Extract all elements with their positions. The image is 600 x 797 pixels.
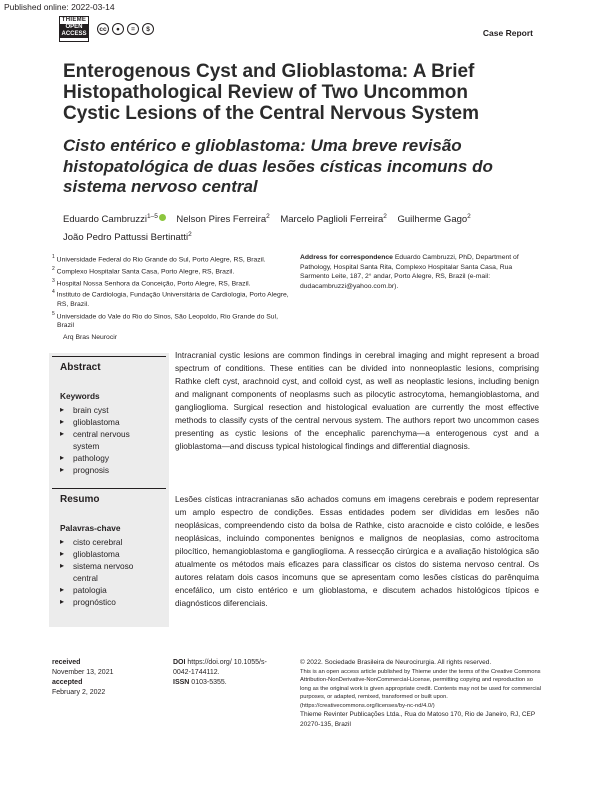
article-type: Case Report [482,28,533,38]
affiliation-item [52,277,292,289]
affiliation-number: 5 [52,310,55,317]
keyword-item: ▸ prognóstico [60,596,143,608]
correspondence-text[interactable]: Eduardo Cambruzzi, PhD, Department of Pathology, Hospital Santa Rita, Complexo Hospitalar Santa Casa, Rua Sarmento Leite, 187, 2° andar, Porto Alegre, RS, Brazil (e-mail: dudacambruzzi@yahoo.com.br). [300,254,519,290]
author-name: Marcelo Paglioli Ferreira [280,214,384,226]
keyword-item: ▸ central nervous system [60,428,143,452]
divider [52,356,166,357]
accepted-label: accepted [52,679,83,686]
keywords-heading: Keywords [60,391,100,401]
author-sup: 1–5 [146,213,158,220]
doi-link[interactable]: https://doi.org/ 10.1055/s-0042-1744112. [173,659,267,676]
keyword-item: ▸ pathology [60,452,143,464]
author-name: Eduardo Cambruzzi [63,214,147,226]
dates-block [52,658,162,698]
keyword-item: ▸ patologia [60,584,143,596]
resumo-heading: Resumo [60,494,100,505]
keyword-item: ▸ prognosis [60,464,143,476]
keyword-item: ▸ brain cyst [60,404,143,416]
palavras-chave-heading: Palavras-chave [60,523,121,533]
cc-icon: cc [97,23,109,35]
resumo-text: Lesões císticas intracranianas são achados comuns em imagens cerebrais e podem representar um amplo espectro de condições. Essas entidades podem ser divididas em lesões não neoplásicas, compreendendo cisto da bolsa de Rathke, cisto aracnoide e cisto colóide, e lesões neoplásicas, incluindo componentes benignos e malignos de neoplasias, como astrocitoma pilocítico, hemangioblastoma e ganglioglioma. A ressecção cirúrgica e a avaliação histológica são atualmente os métodos mais eficazes para classificar os cistos do sistema nervoso central. Os autores relatam dois casos incomuns que se apresentam como lesões císticas do parênquima encefálico, um cisto entérico e um glioblastoma, e discutem achados histológicos típicos e diagnósticos diferenciais. [175,494,539,608]
doi-label: DOI [173,659,186,666]
abstract-text: Intracranial cystic lesions are common findings in cerebral imaging and might represent a broad spectrum of conditions. These entities can be divided into nonneoplastic lesions, comprising Rathke cleft cyst, arachnoid cyst, and colloid cyst, as well as neoplastic lesions, including benign and malignant components of neoplasms such as pilocytic astrocytoma, hemangioblastoma, and ganglioglioma. Surgical resection and histological evaluation are currently the most effective methods to classify cysts of the central nervous system. The authors report two uncommon cases presenting as cystic lesions of the encephalic parenchyma—a enterogenous cyst and a glioblastoma—and discuss typical histological findings and differential diagnosis. [175,350,539,451]
correspondence-label: Address for correspondence [300,254,393,261]
thieme-open-access-logo [59,16,89,42]
logo-access-text: ACCESS [61,31,87,37]
affiliation-number: 3 [52,277,55,284]
author-sup: 2 [383,213,387,220]
creative-commons-icons [97,23,154,37]
affiliation-text: Complexo Hospitalar Santa Casa, Porto Alegre, RS, Brazil. [56,268,235,276]
orcid-icon[interactable] [159,214,166,221]
received-date: November 13, 2021 [52,669,114,676]
affiliation-item [52,253,292,265]
logo-thieme-text: THIEME [61,17,87,23]
published-online-date: Published online: 2022-03-14 [4,2,115,12]
affiliation-item [52,265,292,277]
cc-by-icon: ● [112,23,124,35]
affiliation-text: Hospital Nossa Senhora da Conceição, Porto Alegre, RS, Brazil. [56,279,251,287]
doi-block [173,658,268,688]
abstract-heading: Abstract [60,362,101,373]
affiliation-item [52,310,292,331]
title-english: Enterogenous Cyst and Glioblastoma: A Brief Histopathological Review of Two Uncommon Cystic Lesions of the Central Nervous System [63,61,480,124]
author-name: Guilherme Gago [397,214,468,226]
author-sup: 2 [266,213,270,220]
affiliation-number: 1 [52,254,55,260]
author-sup: 2 [188,231,192,239]
affiliations [52,253,292,331]
accepted-date: February 2, 2022 [52,689,106,696]
affiliation-number: 2 [52,265,55,272]
keyword-item: ▸ sistema nervoso central [60,560,143,584]
cc-nc-icon: $ [142,23,154,35]
keyword-item: ▸ glioblastoma [60,416,143,428]
journal-name: Arq Bras Neurocir [63,334,118,341]
publisher-address: Thieme Revinter Publicações Ltda., Rua do Matoso 170, Rio de Janeiro, RJ, CEP 20270-135, Brazil [300,711,536,728]
author-name: João Pedro Pattussi Bertinatti [63,232,189,244]
author-sup: 2 [467,213,471,220]
palavras-chave-list [60,536,143,608]
copyright-block [300,658,545,729]
author-name: Nelson Pires Ferreira [176,214,267,226]
received-label: received [52,659,81,666]
keyword-item: ▸ glioblastoma [60,548,143,560]
affiliation-text: Universidade do Vale do Rio do Sinos, São Leopoldo, Rio Grande do Sul, Brazil [56,312,278,330]
keywords-list [60,404,143,476]
logo-open-text: OPEN [60,24,88,31]
keyword-item: ▸ cisto cerebral [60,536,143,548]
title-portuguese: Cisto entérico e glioblastoma: Uma breve revisão histopatológica de duas lesões císticas incomuns do sistema nervoso central [63,136,493,196]
copyright-line: © 2022. Sociedade Brasileira de Neurocirurgia. All rights reserved. [300,659,492,666]
issn-value: 0103-5355. [191,679,227,686]
affiliation-item [52,288,292,309]
correspondence-address [300,253,540,291]
affiliation-text: Universidade Federal do Rio Grande do Sul, Porto Alegre, RS, Brazil. [56,256,266,264]
divider [52,488,166,489]
issn-label: ISSN [173,679,190,686]
cc-nd-icon: = [127,23,139,35]
affiliation-text: Instituto de Cardiologia, Fundação Universitária de Cardiologia, Porto Alegre, RS, Brazil. [56,291,289,309]
license-text: This is an open access article published by Thieme under the terms of the Creative Commons Attribution-NonDerivative-NonCommercial-License, permitting copying and reproduction so long as the original work is given appropriate credit. Contents may not be used for commercial purposes, or adapted, remixed, transformed or built upon. (https://creativecommons.org/licenses/by-nc-nd/4.0/) [300,668,542,709]
affiliation-number: 4 [52,289,55,296]
author-list [63,209,543,245]
